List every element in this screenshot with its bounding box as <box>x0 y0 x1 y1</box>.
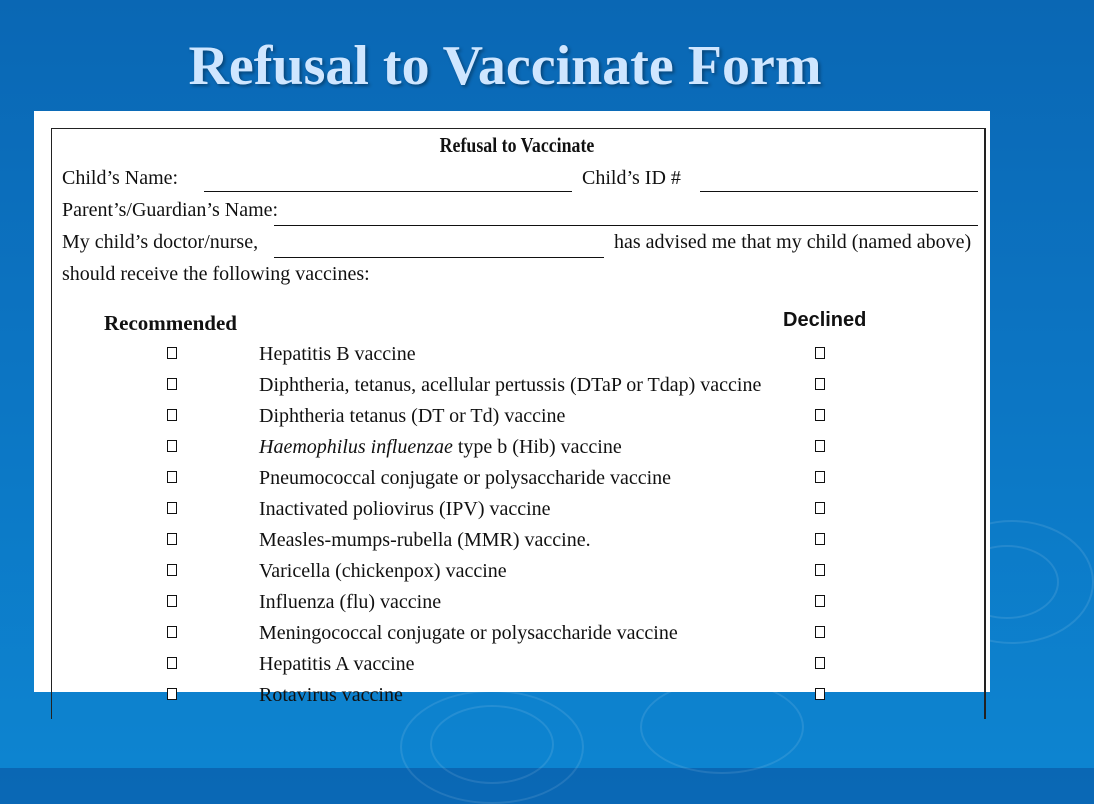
declined-checkbox[interactable] <box>815 502 825 514</box>
doctor-name-field[interactable] <box>274 257 604 258</box>
vaccine-name-text: Varicella (chickenpox) vaccine <box>259 560 507 582</box>
recommended-checkbox[interactable] <box>167 688 177 700</box>
vaccine-name <box>259 343 416 366</box>
declined-checkbox[interactable] <box>815 440 825 452</box>
vaccine-name <box>259 436 622 459</box>
child-id-label: Child’s ID # <box>582 167 681 189</box>
declined-checkbox[interactable] <box>815 626 825 638</box>
vaccine-name-text: Hepatitis B vaccine <box>259 343 416 365</box>
vaccine-row <box>34 591 990 622</box>
vaccine-row <box>34 374 990 405</box>
recommended-checkbox[interactable] <box>167 626 177 638</box>
recommended-checkbox[interactable] <box>167 471 177 483</box>
vaccine-name-text: Diphtheria, tetanus, acellular pertussis (DTaP or Tdap) vaccine <box>259 374 762 396</box>
vaccine-name-text: Inactivated poliovirus (IPV) vaccine <box>259 498 551 520</box>
vaccine-name-text: type b (Hib) vaccine <box>452 436 622 458</box>
vaccine-name-text: Diphtheria tetanus (DT or Td) vaccine <box>259 405 566 427</box>
vaccine-row <box>34 622 990 653</box>
declined-checkbox[interactable] <box>815 471 825 483</box>
declined-checkbox[interactable] <box>815 347 825 359</box>
recommended-checkbox[interactable] <box>167 440 177 452</box>
declined-checkbox[interactable] <box>815 564 825 576</box>
vaccine-name <box>259 653 415 676</box>
guardian-name-label: Parent’s/Guardian’s Name: <box>62 199 279 221</box>
vaccine-name-text: Meningococcal conjugate or polysaccharide vaccine <box>259 622 678 644</box>
declined-checkbox[interactable] <box>815 595 825 607</box>
recommended-checkbox[interactable] <box>167 378 177 390</box>
slide-title: Refusal to Vaccinate Form <box>188 35 822 97</box>
vaccine-row <box>34 467 990 498</box>
vaccine-row <box>34 560 990 591</box>
vaccine-row <box>34 436 990 467</box>
declined-checkbox[interactable] <box>815 409 825 421</box>
vaccine-name-italic: Haemophilus influenzae <box>259 436 453 458</box>
vaccine-name-text: Influenza (flu) vaccine <box>259 591 442 613</box>
advised-text: has advised me that my child (named above) <box>614 231 972 253</box>
vaccine-name <box>259 560 507 583</box>
declined-checkbox[interactable] <box>815 378 825 390</box>
vaccine-name-text: Rotavirus vaccine <box>259 684 403 706</box>
recommended-checkbox[interactable] <box>167 409 177 421</box>
child-id-field[interactable] <box>700 191 978 192</box>
vaccine-row <box>34 498 990 529</box>
recommended-checkbox[interactable] <box>167 564 177 576</box>
vaccine-name <box>259 374 761 397</box>
vaccine-name <box>259 405 565 428</box>
vaccine-row <box>34 653 990 684</box>
doctor-label: My child’s doctor/nurse, <box>62 231 259 253</box>
vaccine-name-text: Hepatitis A vaccine <box>259 653 415 675</box>
form-title: Refusal to Vaccinate <box>439 133 595 157</box>
declined-checkbox[interactable] <box>815 533 825 545</box>
vaccine-name <box>259 684 403 707</box>
should-receive-text: should receive the following vaccines: <box>62 263 370 285</box>
recommended-checkbox[interactable] <box>167 595 177 607</box>
recommended-checkbox[interactable] <box>167 502 177 514</box>
vaccine-name <box>259 591 441 614</box>
recommended-checkbox[interactable] <box>167 657 177 669</box>
vaccine-name-text: Measles-mumps-rubella (MMR) vaccine. <box>259 529 591 551</box>
guardian-name-field[interactable] <box>274 225 978 226</box>
vaccine-name <box>259 467 671 490</box>
vaccine-row <box>34 529 990 560</box>
vaccine-row <box>34 684 990 715</box>
vaccine-name <box>259 622 678 645</box>
childs-name-field[interactable] <box>204 191 572 192</box>
vaccine-name <box>259 529 591 552</box>
childs-name-label: Child’s Name: <box>62 167 179 189</box>
recommended-checkbox[interactable] <box>167 533 177 545</box>
vaccine-row <box>34 343 990 374</box>
recommended-header: Recommended <box>104 311 237 335</box>
vaccine-row <box>34 405 990 436</box>
declined-checkbox[interactable] <box>815 657 825 669</box>
vaccine-name <box>259 498 551 521</box>
declined-checkbox[interactable] <box>815 688 825 700</box>
form-document <box>34 111 990 706</box>
recommended-checkbox[interactable] <box>167 347 177 359</box>
declined-header: Declined <box>783 309 867 331</box>
vaccine-name-text: Pneumococcal conjugate or polysaccharide vaccine <box>259 467 672 489</box>
